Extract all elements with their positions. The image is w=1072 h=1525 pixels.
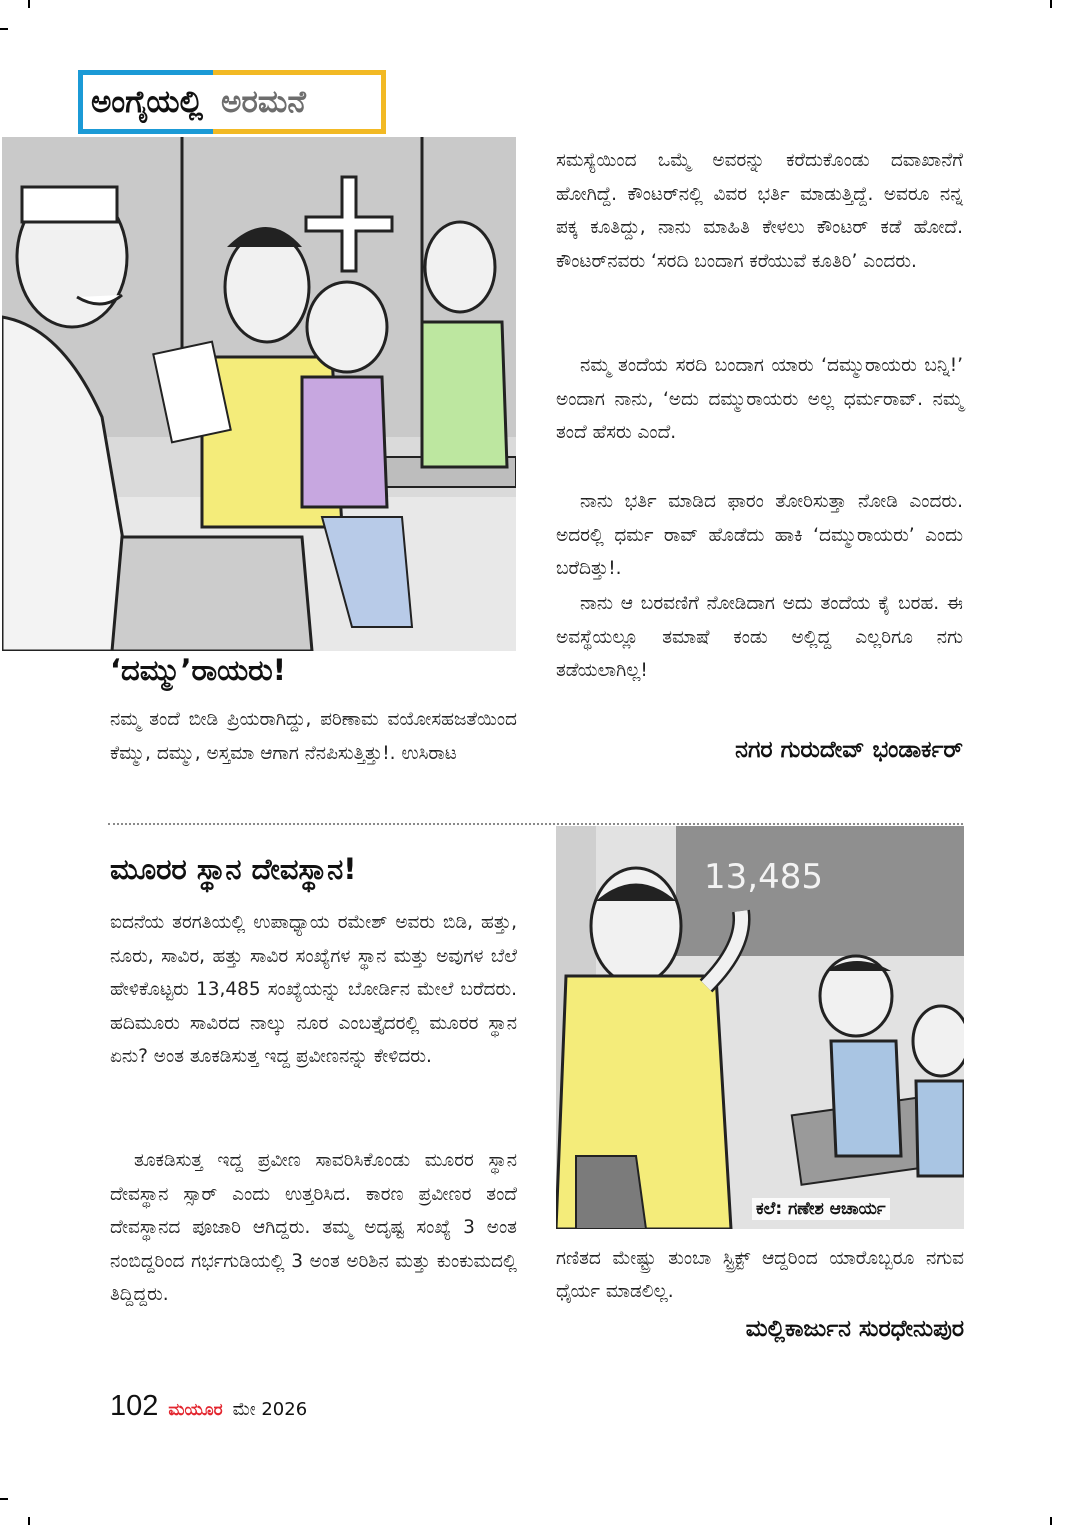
section-title-left: ಅಂಗೈಯಲ್ಲಿ xyxy=(78,70,213,134)
board-number: 13,485 xyxy=(704,857,823,897)
crop-mark xyxy=(0,1498,8,1500)
story-paragraph: ತೂಕಡಿಸುತ್ತ ಇದ್ದ ಪ್ರವೀಣ ಸಾವರಿಸಿಕೊಂಡು ಮೂರರ ಸ್ಥಾನ ದೇವಸ್ಥಾನ ಸ್ಸಾರ್ ಎಂದು ಉತ್ತರಿಸಿದ. ಕಾರಣ ಪ್ರವೀಣರ ತಂದೆ ದೇವಸ್ಥಾನದ ಪೂಜಾರಿ ಆಗಿದ್ದರು. ತಮ್ಮ ಅದೃಷ್ಟ ಸಂಖ್ಯೆ 3 ಅಂತ ನಂಬಿದ್ದರಿಂದ ಗರ್ಭಗುಡಿಯಲ್ಲಿ 3 ಅಂತ ಅರಿಶಿನ ಮತ್ತು ಕುಂಕುಮದಲ್ಲಿ ತಿದ್ದಿದ್ದರು. xyxy=(110,1150,517,1306)
crop-mark xyxy=(1050,0,1052,8)
hospital-cartoon-illustration xyxy=(2,137,516,651)
story-paragraph: ನಾನು ಆ ಬರವಣಿಗೆ ನೋಡಿದಾಗ ಅದು ತಂದೆಯ ಕೈ ಬರಹ. ಈ ಅವಸ್ಥೆಯಲ್ಲೂ ತಮಾಷೆ ಕಂಡು ಅಲ್ಲಿದ್ದ ಎಲ್ಲರಿಗೂ ನಗು ತಡೆಯಲಾಗಿಲ್ಲ! xyxy=(556,593,963,682)
story-paragraph: ನಮ್ಮ ತಂದೆಯ ಸರದಿ ಬಂದಾಗ ಯಾರು ‘ದಮ್ಮುರಾಯರು ಬನ್ನಿ!’ ಅಂದಾಗ ನಾನು, ‘ಅದು ದಮ್ಮುರಾಯರು ಅಲ್ಲ ಧರ್ಮರಾವ್. ನಮ್ಮ ತಂದೆ ಹೆಸರು ಎಂದೆ. xyxy=(556,355,963,444)
crop-mark xyxy=(28,1517,30,1525)
crop-mark xyxy=(1050,1517,1052,1525)
issue-date: ಮೇ 2026 xyxy=(232,1399,308,1420)
story-paragraph: ನಾನು ಭರ್ತಿ ಮಾಡಿದ ಫಾರಂ ತೋರಿಸುತ್ತಾ ನೋಡಿ ಎಂದರು. ಅದರಲ್ಲಿ ಧರ್ಮ ರಾವ್ ಹೊಡೆದು ಹಾಕಿ ‘ದಮ್ಮುರಾಯರು’ ಎಂದು ಬರೆದಿತ್ತು!. xyxy=(556,491,963,580)
page-footer xyxy=(110,1390,307,1423)
crop-mark xyxy=(28,0,30,8)
crop-mark xyxy=(0,28,8,30)
cartoon-caption: ಗಣಿತದ ಮೇಷ್ಟ್ರು ತುಂಬಾ ಸ್ಟ್ರಿಕ್ಟ್ ಆದ್ದರಿಂದ ಯಾರೊಬ್ಬರೂ ನಗುವ ಧೈರ್ಯ ಮಾಡಲಿಲ್ಲ. xyxy=(556,1248,964,1302)
story-paragraph: ಐದನೆಯ ತರಗತಿಯಲ್ಲಿ ಉಪಾಧ್ಯಾಯ ರಮೇಶ್ ಅವರು ಬಿಡಿ, ಹತ್ತು, ನೂರು, ಸಾವಿರ, ಹತ್ತು ಸಾವಿರ ಸಂಖ್ಯೆಗಳ ಸ್ಥಾನ ಮತ್ತು ಅವುಗಳ ಬೆಲೆ ಹೇಳಿಕೊಟ್ಟರು 13,485 ಸಂಖ್ಯೆಯನ್ನು ಬೋರ್ಡಿನ ಮೇಲೆ ಬರೆದರು. ಹದಿಮೂರು ಸಾವಿರದ ನಾಲ್ಕು ನೂರ ಎಂಬತ್ತೈದರಲ್ಲಿ ಮೂರರ ಸ್ಥಾನ ಏನು? ಅಂತ ತೂಕಡಿಸುತ್ತ ಇದ್ದ ಪ್ರವೀಣನನ್ನು ಕೇಳಿದರು. xyxy=(110,912,517,1068)
story-divider xyxy=(108,823,963,825)
story-author: ಮಲ್ಲಿಕಾರ್ಜುನ ಸುರಧೇನುಪುರ xyxy=(745,1316,964,1342)
classroom-cartoon-illustration xyxy=(556,826,964,1229)
story-title: ಮೂರರ ಸ್ಥಾನ ದೇವಸ್ಥಾನ! xyxy=(110,852,357,886)
story-title: ‘ದಮ್ಮು’ರಾಯರು! xyxy=(110,653,286,687)
section-title-right: ಅರಮನೆ xyxy=(213,70,386,134)
story-author: ನಗರ ಗುರುದೇವ್ ಭಂಡಾರ್ಕರ್ xyxy=(735,737,963,763)
page-number: 102 xyxy=(110,1390,159,1422)
section-header xyxy=(78,70,386,134)
story-paragraph: ನಮ್ಮ ತಂದೆ ಬೀಡಿ ಪ್ರಿಯರಾಗಿದ್ದು, ಪರಿಣಾಮ ವಯೋಸಹಜತೆಯಿಂದ ಕೆಮ್ಮು, ದಮ್ಮು, ಅಸ್ತಮಾ ಆಗಾಗ ನೆನಪಿಸುತ್ತಿತ್ತು!. ಉಸಿರಾಟ xyxy=(110,709,517,764)
illustration-credit: ಕಲೆ: ಗಣೇಶ ಆಚಾರ್ಯ xyxy=(752,1198,890,1220)
magazine-name: ಮಯೂರ xyxy=(168,1400,223,1420)
story-paragraph: ಸಮಸ್ಯೆಯಿಂದ ಒಮ್ಮೆ ಅವರನ್ನು ಕರೆದುಕೊಂಡು ದವಾಖಾನೆಗೆ ಹೋಗಿದ್ದೆ. ಕೌಂಟರ್‌ನಲ್ಲಿ ವಿವರ ಭರ್ತಿ ಮಾಡುತ್ತಿದ್ದೆ. ಅವರೂ ನನ್ನ ಪಕ್ಕ ಕೂತಿದ್ದು, ನಾನು ಮಾಹಿತಿ ಕೇಳಲು ಕೌಂಟರ್ ಕಡೆ ಹೋದೆ. ಕೌಂಟರ್‌ನವರು ‘ಸರದಿ ಬಂದಾಗ ಕರೆಯುವೆ ಕೂತಿರಿ’ ಎಂದರು. xyxy=(556,150,963,272)
